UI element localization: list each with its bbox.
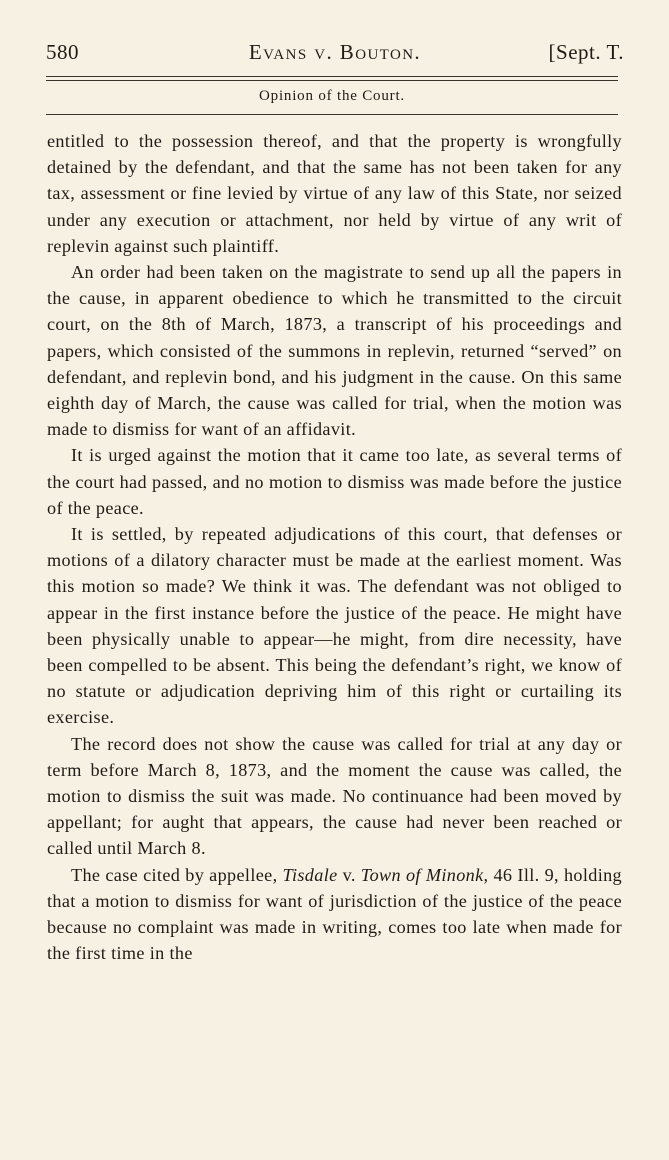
section-rule — [46, 114, 618, 115]
paragraph-6-lead: The case cited by appellee, — [71, 864, 283, 885]
paragraph-1: entitled to the possession thereof, and that the property is wrongfully detained by the defendant, and that the same has not been taken for any tax, assessment or fine levied by virtue of any law of this State, nor seized under any execution or attachment, nor held by virtue of any writ of replevin against such plaintiff. — [47, 131, 622, 256]
case-title: Evans v. Bouton. — [248, 40, 422, 64]
case-citation-town-of-minonk: Town of Minonk — [360, 864, 484, 885]
running-head — [46, 40, 624, 74]
paragraph-2: An order had been taken on the magistrate to send up all the papers in the cause, in apparent obedience to which he transmitted to the circuit court, on the 8th of March, 1873, a transcript of his proceedings and papers, which consisted of the summons in replevin, returned “served” on defendant, and replevin bond, and his judgment in the cause. On this same eighth day of March, the cause was called for trial, when the motion was made to dismiss for want of an affidavit. — [47, 262, 622, 440]
paragraph-3: It is urged against the motion that it came too late, as several terms of the court had passed, and no motion to dismiss was made before the justice of the peace. — [47, 445, 622, 518]
case-citation-tisdale: Tisdale — [282, 864, 338, 885]
section-label: Opinion of the Court. — [259, 88, 405, 104]
paragraph-5: The record does not show the cause was called for trial at any day or term before March 8, 1873, and the moment the cause was called, the motion to dismiss the suit was made. No continuance had been moved by appellant; for aught that appears, the cause had never been reached or called until March 8. — [47, 733, 622, 859]
versus-text: v. — [337, 864, 361, 885]
paragraph-4: It is settled, by repeated adjudications of this court, that defenses or motions of a dilatory character must be made at the earliest moment. Was this motion so made? We think it was. The defendant was not obliged to appear in the first instance before the justice of the peace. He might have been physically unable to appear—he might, from dire necessity, have been compelled to be absent. This being the defendant’s right, we know of no statute or adjudication depriving him of this right or curtailing its exercise. — [47, 524, 622, 728]
header-rule-double — [46, 80, 618, 81]
term-label: [Sept. T. — [548, 40, 624, 64]
paragraph-6 — [47, 862, 622, 967]
opinion-body — [47, 128, 622, 967]
page-number: 580 — [46, 40, 79, 64]
header-rule-top — [46, 76, 618, 77]
paragraph-6-rest: , 46 Ill. 9, holding that a motion to dismiss for want of jurisdiction of the justice of the peace because no complaint was made in writing, comes too late when made for the first time in the — [47, 864, 622, 964]
